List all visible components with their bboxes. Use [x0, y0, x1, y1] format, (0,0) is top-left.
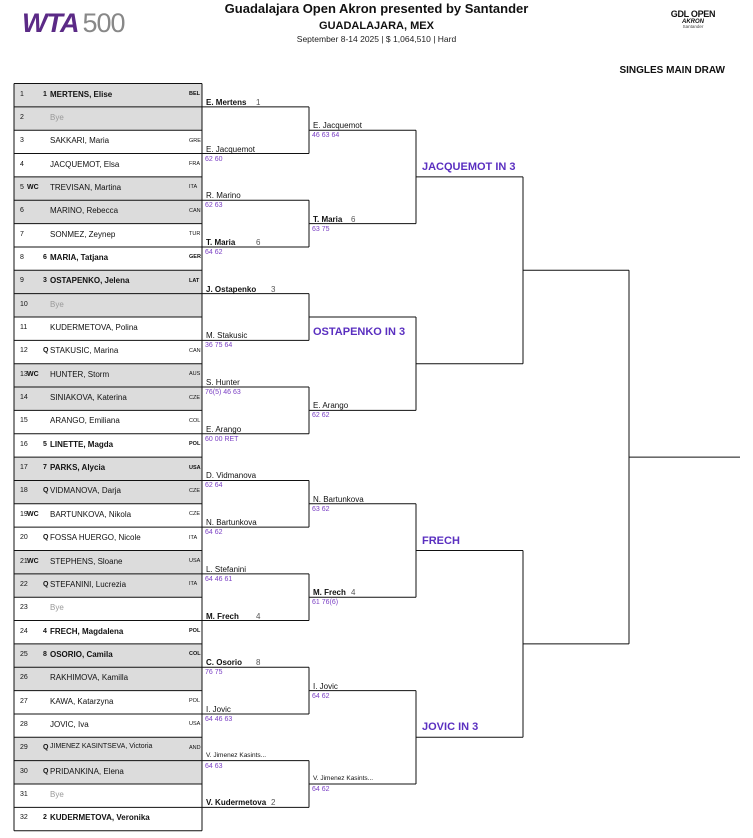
- r2-player: J. Ostapenko: [206, 284, 257, 294]
- r2-score: 64 46 61: [205, 575, 233, 583]
- draw-position: 10: [20, 300, 28, 308]
- player-name: JACQUEMOT, Elsa: [50, 159, 120, 169]
- r2-score: 76 75: [205, 669, 223, 677]
- player-name: JOVIC, Iva: [50, 719, 89, 729]
- player-name: TREVISAN, Martina: [50, 182, 122, 192]
- player-name: Bye: [50, 790, 64, 799]
- seed-label: 2: [43, 814, 47, 822]
- seed-label: 1: [43, 90, 47, 98]
- draw-position: 18: [20, 487, 28, 495]
- draw-position: 9: [20, 277, 24, 285]
- player-name: MARIA, Tatjana: [50, 252, 109, 262]
- qf-player: N. Bartunkova: [313, 494, 364, 504]
- country-code: AND: [189, 744, 201, 751]
- player-name: JIMENEZ KASINTSEVA, Victoria: [50, 743, 153, 751]
- country-code: POL: [189, 441, 201, 448]
- player-name: VIDMANOVA, Darja: [50, 486, 121, 496]
- player-name: ARANGO, Emiliana: [50, 416, 120, 426]
- qf-seed: 4: [351, 588, 356, 598]
- sponsor-mid: AKRON: [682, 19, 704, 25]
- r2-player: N. Bartunkova: [206, 518, 257, 528]
- r2-score: 60 00 RET: [205, 435, 239, 443]
- country-code: AUS: [189, 371, 201, 378]
- seed-label: 5: [43, 440, 47, 448]
- seed-label: 7: [43, 464, 47, 472]
- r2-score: 64 63: [205, 762, 223, 770]
- seed-label: 3: [43, 277, 47, 285]
- country-code: BEL: [189, 91, 200, 97]
- sponsor-bot: Santander: [682, 24, 704, 29]
- player-name: OSORIO, Camila: [50, 649, 113, 659]
- qf-player: E. Arango: [313, 401, 349, 411]
- draw-position: 7: [20, 230, 24, 238]
- player-row-shade: [14, 107, 202, 130]
- r2-player: S. Hunter: [206, 378, 240, 388]
- sf-prediction: JACQUEMOT IN 3: [422, 160, 516, 173]
- qf-seed: 6: [351, 214, 356, 224]
- r2-player: R. Marino: [206, 191, 241, 201]
- country-code: POL: [189, 628, 201, 635]
- country-code: CAN: [189, 347, 201, 354]
- r2-score: 64 46 63: [205, 715, 233, 723]
- qf-score: 63 62: [312, 505, 330, 513]
- draw-position: 32: [20, 814, 28, 822]
- seed-label: Q: [43, 744, 49, 752]
- qf-score: 46 63 64: [312, 132, 340, 140]
- country-code: LAT: [189, 277, 200, 284]
- seed-label: 8: [43, 650, 47, 658]
- r2-player: L. Stefanini: [206, 564, 247, 574]
- player-name: RAKHIMOVA, Kamilla: [50, 673, 129, 683]
- draw-position: 13: [20, 370, 28, 378]
- country-code: COL: [189, 417, 201, 424]
- draw-position: 16: [20, 440, 28, 448]
- player-name: HUNTER, Storm: [50, 369, 110, 379]
- draw-position: 22: [20, 580, 28, 588]
- draw-position: 12: [20, 347, 28, 355]
- r2-score: 62 63: [205, 202, 223, 210]
- draw-position: 2: [20, 113, 24, 121]
- qf-score: 61 76(6): [312, 599, 339, 607]
- country-code: USA: [189, 558, 201, 564]
- qf-player: E. Jacquemot: [313, 121, 362, 131]
- country-code: GER: [189, 254, 201, 261]
- country-code: FRA: [189, 161, 200, 168]
- seed-label: WC: [27, 370, 39, 378]
- sf-prediction: JOVIC IN 3: [422, 721, 479, 734]
- player-name: PARKS, Alycia: [50, 463, 106, 473]
- r2-score: 76(5) 46 63: [205, 389, 241, 397]
- r2-player: E. Arango: [206, 424, 242, 434]
- draw-position: 26: [20, 674, 28, 682]
- qf-player: T. Maria: [313, 214, 343, 224]
- r2-player: I. Jovic: [206, 704, 231, 714]
- player-name: KUDERMETOVA, Polina: [50, 323, 138, 332]
- draw-position: 1: [20, 90, 24, 98]
- country-code: CAN: [189, 207, 201, 214]
- player-name: SAKKARI, Maria: [50, 136, 110, 146]
- player-name: STEPHENS, Sloane: [50, 556, 123, 566]
- r2-score: 36 75 64: [205, 342, 233, 350]
- draw-position: 5: [20, 183, 24, 191]
- seed-label: Q: [43, 487, 49, 495]
- qf-score: 62 62: [312, 412, 330, 420]
- draw-position: 11: [20, 324, 28, 331]
- draw-position: 17: [20, 464, 28, 472]
- draw-position: 29: [20, 744, 28, 752]
- country-code: ITA: [189, 534, 198, 541]
- seed-label: Q: [43, 767, 49, 775]
- r2-player: T. Maria: [206, 237, 236, 247]
- player-name: FOSSA HUERGO, Nicole: [50, 533, 141, 543]
- draw-position: 3: [20, 137, 24, 145]
- country-code: ITA: [189, 581, 198, 588]
- draw-position: 24: [20, 627, 28, 635]
- player-name: KUDERMETOVA, Veronika: [50, 813, 150, 823]
- player-name: Bye: [50, 299, 64, 309]
- sf-prediction: FRECH: [422, 534, 460, 547]
- player-name: SONMEZ, Zeynep: [50, 229, 116, 239]
- r2-player: V. Jimenez Kasints...: [206, 751, 267, 759]
- r2-seed: 2: [271, 798, 276, 808]
- r2-player: M. Stakusic: [206, 331, 248, 341]
- draw-position: 25: [20, 650, 28, 658]
- country-code: CZE: [189, 487, 200, 494]
- draw-position: 8: [20, 253, 24, 261]
- r2-score: 62 64: [205, 482, 223, 490]
- player-name: BARTUNKOVA, Nikola: [50, 509, 132, 519]
- seed-label: 4: [43, 627, 47, 635]
- player-name: LINETTE, Magda: [50, 439, 114, 449]
- draw-position: 6: [20, 207, 24, 215]
- sponsor-top: GDL OPEN: [670, 9, 716, 19]
- r2-player: C. Osorio: [206, 658, 243, 668]
- r2-seed: 4: [256, 611, 261, 621]
- draw-position: 21: [20, 557, 28, 565]
- r2-seed: 8: [256, 658, 261, 668]
- country-code: USA: [189, 721, 201, 728]
- player-name: Bye: [50, 112, 64, 122]
- country-code: ITA: [189, 184, 198, 191]
- r2-player: V. Kudermetova: [206, 798, 267, 808]
- tournament-location: GUADALAJARA, MEX: [319, 20, 434, 32]
- tournament-info: September 8-14 2025 | $ 1,064,510 | Hard: [296, 34, 457, 44]
- seed-label: WC: [27, 557, 39, 565]
- draw-position: 20: [20, 534, 28, 542]
- qf-player: M. Frech: [313, 588, 346, 598]
- player-name: KAWA, Katarzyna: [50, 696, 114, 706]
- draw-position: 31: [20, 791, 28, 798]
- r2-player: E. Mertens: [206, 97, 247, 107]
- qf-score: 64 62: [312, 786, 330, 793]
- r2-player: E. Jacquemot: [206, 144, 255, 154]
- draw-position: 15: [20, 417, 28, 425]
- player-row-shade: [14, 294, 202, 317]
- country-code: COL: [189, 651, 201, 658]
- player-name: OSTAPENKO, Jelena: [50, 276, 130, 286]
- r2-player: M. Frech: [206, 611, 239, 621]
- r2-seed: 3: [271, 284, 276, 294]
- draw-position: 23: [20, 604, 28, 612]
- r2-seed: 1: [256, 97, 261, 107]
- draw-position: 19: [20, 510, 28, 518]
- seed-label: WC: [27, 183, 39, 191]
- draw-position: 27: [20, 697, 28, 705]
- tournament-title: Guadalajara Open Akron presented by Santander: [224, 1, 529, 16]
- seed-label: Q: [43, 347, 49, 355]
- qf-score: 63 75: [312, 225, 330, 233]
- qf-player: I. Jovic: [313, 681, 338, 691]
- country-code: CZE: [189, 394, 200, 401]
- logo-main: WTA: [22, 8, 79, 38]
- r2-player: D. Vidmanova: [206, 471, 257, 481]
- player-name: PRIDANKINA, Elena: [50, 766, 124, 776]
- country-code: USA: [189, 464, 201, 471]
- seed-label: Q: [43, 534, 49, 542]
- player-name: STAKUSIC, Marina: [50, 346, 119, 356]
- r2-score: 62 60: [205, 155, 223, 163]
- draw-position: 30: [20, 767, 28, 775]
- player-name: MERTENS, Elise: [50, 89, 113, 99]
- draw-position: 28: [20, 720, 28, 728]
- seed-label: WC: [27, 510, 39, 518]
- player-name: Bye: [50, 603, 64, 613]
- seed-label: 6: [43, 253, 47, 261]
- country-code: TUR: [189, 231, 201, 238]
- player-name: FRECH, Magdalena: [50, 626, 124, 636]
- sf-prediction: OSTAPENKO IN 3: [313, 326, 406, 338]
- draw-position: 4: [20, 160, 24, 168]
- player-name: SINIAKOVA, Katerina: [50, 393, 127, 403]
- country-code: POL: [189, 698, 201, 705]
- country-code: CZE: [189, 511, 200, 518]
- seed-label: Q: [43, 580, 49, 588]
- r2-score: 64 62: [205, 248, 223, 256]
- player-name: MARINO, Rebecca: [50, 206, 119, 216]
- logo-num: 500: [82, 8, 125, 38]
- r2-score: 64 62: [205, 529, 223, 537]
- qf-player: V. Jimenez Kasints...: [313, 775, 374, 782]
- draw-name: SINGLES MAIN DRAW: [619, 65, 725, 76]
- draw-position: 14: [20, 394, 28, 402]
- player-name: STEFANINI, Lucrezia: [50, 579, 127, 589]
- r2-seed: 6: [256, 237, 261, 247]
- qf-score: 64 62: [312, 692, 330, 700]
- country-code: GRE: [189, 137, 201, 144]
